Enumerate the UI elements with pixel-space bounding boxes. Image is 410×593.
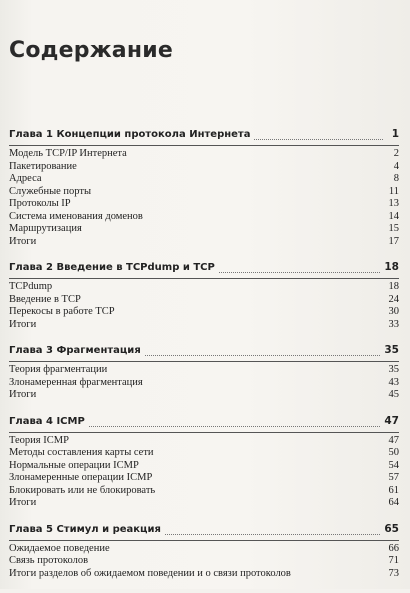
entry-page: 54 — [388, 459, 399, 471]
entry-page: 4 — [393, 160, 399, 172]
chapter-rule — [9, 540, 399, 541]
entry-page: 50 — [388, 447, 399, 458]
entry-gap — [40, 398, 383, 399]
toc-entry — [9, 161, 399, 174]
chapter-title: Глава 1 Концепции протокола Интернета — [9, 129, 251, 140]
toc-entry — [9, 281, 399, 294]
entry-page: 13 — [388, 198, 399, 209]
entry-gap — [92, 564, 383, 565]
chapter-page: 65 — [384, 522, 399, 535]
entry-label: Итоги — [9, 235, 37, 247]
dot-leader — [219, 271, 381, 273]
chapter-title: Глава 3 Фрагментация — [9, 345, 141, 356]
dot-leader — [145, 354, 381, 356]
entry-label: Модель TCP/IP Интернета — [9, 148, 127, 159]
entry-page: 15 — [388, 223, 399, 234]
chapter-page: 35 — [384, 344, 399, 356]
entry-label: Злонамеренные операции ICMP — [9, 472, 153, 483]
entry-page: 61 — [388, 484, 399, 496]
chapter-3 — [9, 344, 399, 402]
entry-label: Блокировать или не блокировать — [9, 484, 156, 496]
entry-label: Методы составления карты сети — [9, 447, 154, 458]
entry-label: Итоги разделов об ожидаемом поведении и о связи протоколов — [9, 567, 291, 579]
entry-label: Итоги — [9, 389, 37, 400]
entry-label: Злонамеренная фрагментация — [9, 376, 143, 388]
entry-gap — [86, 232, 383, 233]
entry-gap — [143, 468, 383, 469]
entry-page: 18 — [388, 281, 399, 292]
toc-entry — [9, 485, 399, 498]
entry-gap — [159, 493, 383, 494]
toc-entry — [9, 543, 399, 556]
chapter-heading — [9, 128, 399, 143]
toc-entry — [9, 497, 399, 510]
entry-label: Ожидаемое поведение — [9, 542, 110, 554]
entry-gap — [114, 551, 383, 552]
dot-leader — [165, 533, 380, 535]
toc-entry — [9, 435, 399, 448]
entry-label: Теория фрагментации — [9, 364, 108, 375]
entry-gap — [156, 481, 383, 482]
entry-label: Служебные порты — [9, 185, 92, 197]
chapter-title: Глава 4 ICMP — [9, 415, 85, 427]
entry-page: 8 — [393, 173, 399, 184]
toc-entry — [9, 148, 399, 161]
chapter-heading — [9, 261, 399, 276]
chapter-heading — [9, 523, 399, 538]
toc-entry — [9, 364, 399, 377]
entry-label: TCPdump — [9, 281, 53, 292]
entry-page: 43 — [388, 376, 399, 388]
chapter-title: Глава 5 Стимул и реакция — [9, 523, 161, 535]
toc-entry — [9, 319, 399, 332]
toc-entry — [9, 294, 399, 307]
entry-page: 64 — [388, 497, 399, 508]
entry-gap — [85, 302, 383, 303]
entry-label: Итоги — [9, 497, 37, 508]
entry-page: 45 — [388, 389, 399, 400]
entry-page: 2 — [393, 148, 399, 159]
dot-leader — [254, 138, 383, 140]
chapter-rule — [9, 432, 399, 433]
entry-page: 33 — [388, 318, 399, 330]
dot-leader — [89, 425, 381, 427]
chapter-title: Глава 2 Введение в TCPdump и TCP — [9, 262, 215, 273]
entry-page: 30 — [388, 306, 399, 317]
entry-gap — [46, 182, 383, 183]
toc-entry — [9, 236, 399, 249]
entry-gap — [295, 576, 383, 577]
entry-label: Протоколы IP — [9, 198, 71, 209]
chapter-4 — [9, 415, 399, 510]
entry-page: 66 — [388, 542, 399, 554]
entry-gap — [147, 219, 383, 220]
entry-label: Система именования доменов — [9, 210, 143, 222]
toc-entry — [9, 568, 399, 581]
toc-entry — [9, 447, 399, 460]
entry-gap — [158, 456, 383, 457]
chapter-heading — [9, 344, 399, 359]
entry-label: Введение в TCP — [9, 293, 81, 305]
entry-gap — [40, 506, 383, 507]
toc-entry — [9, 198, 399, 211]
entry-gap — [95, 194, 383, 195]
entry-gap — [40, 327, 383, 328]
chapter-page: 1 — [391, 128, 399, 140]
entry-page: 35 — [388, 364, 399, 375]
chapter-page: 18 — [384, 261, 399, 273]
entry-gap — [40, 244, 383, 245]
chapter-rule — [9, 278, 399, 279]
toc-entry — [9, 389, 399, 402]
chapter-rule — [9, 361, 399, 362]
entry-gap — [73, 443, 383, 444]
toc-entry — [9, 211, 399, 224]
entry-gap — [119, 315, 383, 316]
entry-gap — [111, 373, 383, 374]
toc-entry — [9, 223, 399, 236]
entry-page: 57 — [388, 472, 399, 483]
toc-entry — [9, 555, 399, 568]
toc-entry — [9, 173, 399, 186]
entry-label: Итоги — [9, 318, 37, 330]
entry-page: 73 — [388, 567, 399, 579]
entry-gap — [131, 157, 383, 158]
entry-label: Связь протоколов — [9, 555, 89, 566]
entry-page: 71 — [388, 555, 399, 566]
entry-page: 47 — [388, 434, 399, 446]
chapter-heading — [9, 415, 399, 430]
entry-label: Перекосы в работе TCP — [9, 306, 115, 317]
page-title: Содержание — [9, 38, 173, 63]
entry-gap — [75, 207, 383, 208]
chapter-2 — [9, 261, 399, 331]
entry-page: 14 — [388, 210, 399, 222]
entry-label: Адреса — [9, 173, 42, 184]
chapter-page: 47 — [384, 414, 399, 427]
entry-label: Пакетирование — [9, 160, 77, 172]
toc-entry — [9, 460, 399, 473]
entry-page: 11 — [388, 185, 399, 197]
entry-page: 17 — [388, 235, 399, 247]
chapter-1 — [9, 128, 399, 248]
entry-gap — [81, 169, 383, 170]
toc-entry — [9, 186, 399, 199]
entry-gap — [147, 385, 383, 386]
table-of-contents — [9, 128, 399, 593]
toc-entry — [9, 377, 399, 390]
entry-label: Нормальные операции ICMP — [9, 459, 139, 471]
entry-label: Теория ICMP — [9, 434, 69, 446]
chapter-5 — [9, 523, 399, 581]
chapter-rule — [9, 145, 399, 146]
toc-entry — [9, 472, 399, 485]
entry-gap — [56, 290, 383, 291]
entry-page: 24 — [388, 293, 399, 305]
entry-label: Маршрутизация — [9, 223, 82, 234]
toc-entry — [9, 306, 399, 319]
